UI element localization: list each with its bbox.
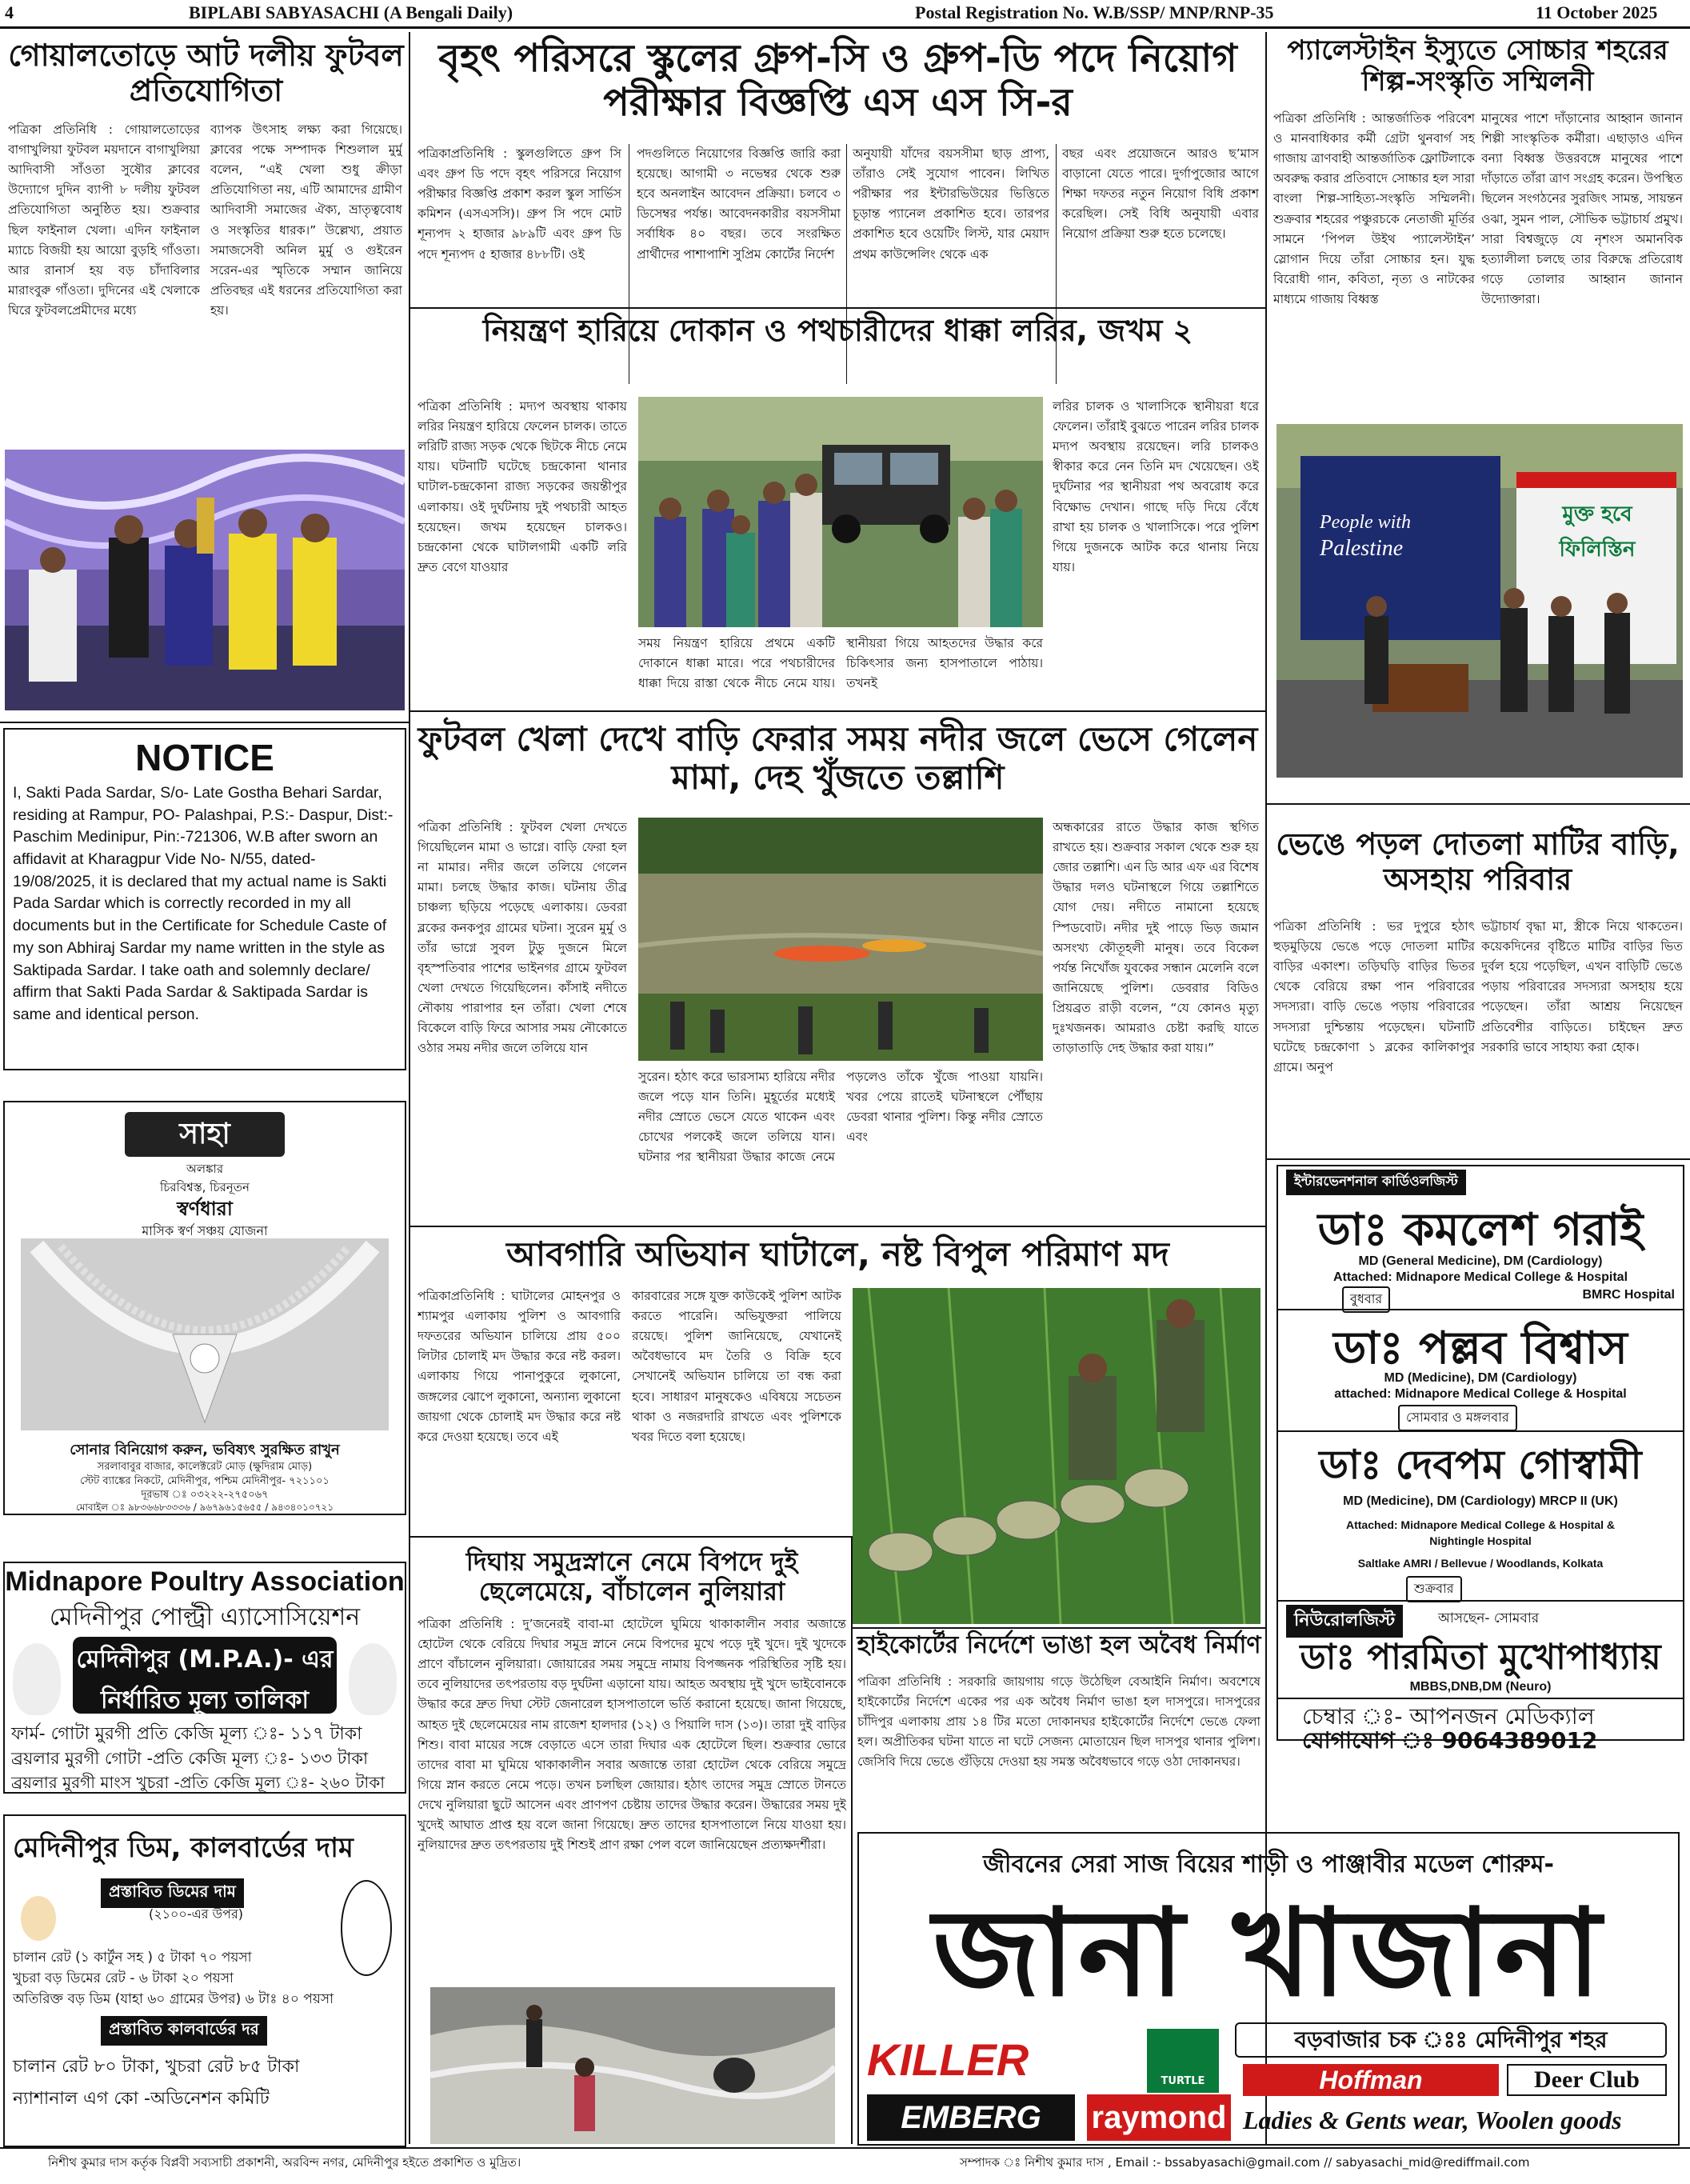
notice-box — [3, 728, 406, 1070]
excise-col1: পত্রিকাপ্রতিনিধি : ঘাটালের মোহনপুর ও শ্যামপুর এলাকায় পুলিশ ও আবগারি দফতরের অভিযান চালিয়ে প্রায় ৫০০ লিটার চোলাই মদ উদ্ধার করে নষ্ট করল। এলাকায় গিয়ে পানাপুকুরে লুকানো, জঙ্গলের ঝোপে লুকানো, অন্যান্য লুকানো জায়গা থেকে চোলাই মদ উদ্ধার করে নষ্ট করে দেওয়া হয়েছে। তবে এই — [418, 1289, 621, 1444]
contact-text: যোগাযোগ ঃ 9064389012 — [1302, 1727, 1598, 1754]
palestine-headline: প্যালেস্টাইন ইস্যুতে সোচ্চার শহরের শিল্প-সংস্কৃতি সম্মিলনী — [1287, 34, 1668, 98]
digha-beach-photo — [430, 1987, 835, 2144]
drown-under-photo: সুরেন। হঠাৎ করে ভারসাম্য হারিয়ে নদীর জলে পড়ে যান তিনি। মুহূর্তের মধ্যেই নদীর স্রোতে ভেসে যেতে থাকেন এবং চোখের পলকেই জলে তলিয়ে যান। ঘটনার পর স্থানীয়রা উদ্ধার কাজে নেমে পড়লেও তাঁকে খুঁজে পাওয়া যায়নি। খবর পেয়ে রাতেই ঘটনাস্থলে পৌঁছায় ডেবরা থানার পুলিশ। কিন্তু নদীর স্রোতে এবং — [638, 1070, 1043, 1165]
doctor3-attached: Attached: Midnapore Medical College & Hospital & — [1345, 1518, 1616, 1531]
jewellery-tagline: চিরবিশ্বস্ত, চিরনূতন — [160, 1180, 250, 1194]
killer-logo: KILLER — [867, 2034, 1029, 2085]
egg-row1: চালান রেট (১ কার্টুন সহ ) ৫ টাকা ৭০ পয়সা — [13, 1950, 252, 1966]
egg-chick-icon — [21, 1896, 56, 1941]
footer-editor: সম্পাদক ঃ নিশীথ কুমার দাস , Email :- bssabyasachi@gmail.com // sabyasachi_mid@rediffmail.com — [960, 2155, 1530, 2170]
jewellery-scheme-sub: মাসিক স্বর্ণ সঞ্চয় যোজনা — [142, 1223, 268, 1238]
poultry-banner-line1: মেদিনীপুর (M.P.A.)- এর — [76, 1646, 334, 1674]
doctor3-attached2: Nightingle Hospital — [1429, 1534, 1532, 1547]
doctor3-day: শুক্রবার — [1406, 1576, 1462, 1602]
river-rescue-photo — [638, 818, 1043, 1061]
hc-body: পত্রিকা প্রতিনিধি : সরকারি জায়গায় গড়ে উঠেছিল বেআইনি নির্মাণ। অবশেষে হাইকোর্টের নির্দেশে একের পর এক অবৈধ নির্মাণ ভাঙা হল দাসপুরে। দাসপুরের চাঁদিপুর এলাকায় প্রায় ১৪ টির মতো দোকানঘর হাইকোর্টের নির্দেশে ভেঙে ফেলা হল। অপ্রীতিকর ঘটনা যাতে না ঘটে সেজন্য মোতায়েন ছিল দাসপুর থানার পুলিশ। জেসিবি দিয়ে ভেঙে গুঁড়িয়ে দেওয়া হয় সমস্ত অবৈধভাবে গড়ে ওঠা দোকানঘর। — [857, 1674, 1261, 1770]
drown-headline: ফুটবল খেলা দেখে বাড়ি ফেরার সময় নদীর জলে ভেসে গেলেন মামা, দেহ খুঁজতে তল্লাশি — [418, 719, 1258, 798]
section-rule — [410, 307, 1265, 309]
doctor2-name: ডাঃ পল্লব বিশ্বাস — [1333, 1322, 1628, 1374]
football-col1: পত্রিকা প্রতিনিধি : গোয়ালতোড়ের বাগাখুলিয়া ফুটবল ময়দানে বাগাখুলিয়া আদিবাসী সাঁওতা সুষৌর ক্লাবের উদ্যোগে দুদিন ব্যাপী ৮ দলীয় ফুটবল প্রতিযোগিতা অনুষ্ঠিত হয়। শুক্রবার ছিল ফাইনাল খেলা। এদিন ফাইনাল ম্যাচে বিজয়ী হয় আয়ো বুড়হি গাঁওতা। আর রানার্স হয় বড় চাঁদাবিলার মারাংবুরু গাঁওতা। দুদিনের এই খেলাকে ঘিরে ফুটবলপ্রেমীদের মধ্যে — [8, 122, 200, 318]
digha-headline: দিঘায় সমুদ্রস্নানে নেমে বিপদে দুই ছেলেমেয়ে, বাঁচালেন নুলিয়ারা — [465, 1546, 798, 1606]
poultry-title-bn: মেদিনীপুর পোল্ট্রী এ্যাসোসিয়েশন — [49, 1603, 361, 1631]
jana-address: বড়বাজার চক ঃঃ মেদিনীপুর শহর — [1235, 2022, 1667, 2058]
section-rule — [410, 1226, 1265, 1227]
egg-tag2: প্রস্তাবিত কালবার্ডের দর — [101, 2016, 267, 2046]
jana-slogan: Ladies & Gents wear, Woolen goods — [1243, 2106, 1622, 2134]
hc-headline: হাইকোর্টের নির্দেশে ভাঙা হল অবৈধ নির্মাণ — [857, 1631, 1261, 1659]
lorry-right-col: লরির চালক ও খালাসিকে স্থানীয়রা ধরে ফেলেন। তাঁরাই বুঝতে পারেন লরির চালক মদ্যপ অবস্থায় রয়েছেন। লরি চালকও স্বীকার করে নেন তিনি মদ খেয়েছেন। ওই দুর্ঘটনার পর স্থানীয়রা পথ অবরোধ করে বিক্ষোভ দেখান। গাছে দড়ি দিয়ে বেঁধে রাখা হয় চালক ও খালাসিকে। পরে পুলিশ গিয়ে দুজনকে আটক করে থানায় নিয়ে যায়। — [1053, 399, 1259, 574]
doctor4-degree: MBBS,DNB,DM (Neuro) — [1409, 1680, 1552, 1694]
excise-col2: কারবারের সঙ্গে যুক্ত কাউকেই পুলিশ আটক করতে পারেনি। অভিযুক্তরা পালিয়ে রয়েছে। পুলিশ জানিয়েছে, যেখানেই অবৈধভাবে মদ তৈরি ও বিক্রি হবে সেখানেই অভিযান চালিয়ে তা বন্ধ করা হবে। সাধারণ মানুষকেও এবিষয়ে সচেতন থাকা ও নজরদারি রাখতে এবং পুলিশকে খবর দিতে বলা হয়েছে। — [632, 1289, 841, 1444]
doctor1-degree: MD (General Medicine), DM (Cardiology) — [1358, 1254, 1603, 1268]
egg-price-ad — [3, 1814, 406, 2147]
poultry-price-row3: ব্রয়লার মুরগী মাংস খুচরা -প্রতি কেজি মূল্য ঃ- ২৬০ টাকা — [11, 1773, 386, 1792]
drown-left-col: পত্রিকা প্রতিনিধি : ফুটবল খেলা দেখতে গিয়েছিলেন মামা ও ভাগ্নে। বাড়ি ফেরা হল না মামার। নদীর জলে তলিয়ে গেলেন মামা। চলছে উদ্ধার কাজ। ঘটনায় তীব্র চাঞ্চল্য ছড়িয়ে পড়েছে এলাকায়। ডেবরা ব্লকের কনকপুর গ্রামের ঘটনা। সুরেন মুর্মু ও তাঁর ভাগ্নে সুবল টুডু দুজনে মিলে বৃহস্পতিবার পাশের ভাইনগর গ্রামে ফুটবল খেলা দেখতে গিয়েছিলেন। কাঁসাই নদীতে নৌকায় পারাপার হন তাঁরা। খেলা শেষে বিকেলে বাড়ি ফিরে আসার সময় নৌকোতে ওঠার সময় নদীর জলে তলিয়ে যান — [418, 820, 627, 1056]
egg-title: মেদিনীপুর ডিম, কালবার্ডের দাম — [13, 1832, 354, 1864]
footer-rule — [0, 2147, 1690, 2149]
jewellery-address1: সরলাবাবুর বাজার, কালেক্টরেট মোড় (ক্ষুদিরাম মোড়) — [97, 1461, 313, 1473]
doctor2-attached: attached: Midnapore Medical College & Hospital — [1334, 1387, 1627, 1401]
ssc-col1: পত্রিকাপ্রতিনিধি : স্কুলগুলিতে গ্রুপ সি এবং গ্রুপ ডি পদে বৃহৎ পরিসরে নিয়োগ পরীক্ষার বিজ্ঞপ্তি প্রকাশ করল স্কুল সার্ভিস কমিশন (এসএসসি)। গ্রুপ সি পদে মোট শূন্যপদ ২ হাজার ৯৮৯টি এবং গ্রুপ ডি পদে শূন্যপদ ৫ হাজার ৪৮৮টি। ওই — [418, 146, 621, 262]
column-rule — [1265, 32, 1267, 2144]
notice-title: NOTICE — [135, 737, 274, 778]
lorry-headline: নিয়ন্ত্রণ হারিয়ে দোকান ও পথচারীদের ধাক্কা লরির, জখম ২ — [482, 313, 1193, 348]
jana-top-line: জীবনের সেরা সাজ বিয়ের শাড়ী ও পাঞ্জাবীর মডেল শোরুম- — [983, 1850, 1554, 1878]
egg-note: (২১০০-এর উপর) — [149, 1906, 244, 1922]
banner-text-line2: Palestine — [1320, 536, 1404, 561]
drown-right-col: অন্ধকারের রাতে উদ্ধার কাজ স্থগিত রাখতে হয়। শুক্রবার সকাল থেকে শুরু হয় জোর তল্লাশি। এন ডি আর এফ এর বিশেষ উদ্ধার দলও ঘটনাস্থলে গিয়ে তল্লাশিতে যোগ দেয়। নদীতে নামানো হয়েছে স্পিডবোট। নদীর দুই পাড়ে ভিড় জমান অসংখ্য কৌতূহলী মানুষ। তবে বিকেল পর্যন্ত নিখোঁজ যুবকের সন্ধান মেলেনি বলে জানিয়েছে পুলিশ। ডেবরার বিডিও প্রিয়ব্রত রাড়ী বলেন, “যে কোনও মৃত্যু দুঃখজনক। আমরাও চেষ্টা করছি যাতে তাড়াতাড়ি দেহ উদ্ধার করা যায়।” — [1053, 820, 1259, 1056]
digha-body: পত্রিকা প্রতিনিধি : দু’জনেরই বাবা-মা হোটেলে ঘুমিয়ে থাকাকালীন সবার অজান্তে হোটেল থেকে বেরিয়ে দিঘার সমুদ্র স্নানে নেমে বিপদের মুখে পড়ে দুই খুদে। দুই খুদেকে প্রাণে বাঁচালেন নুলিয়ারা। জোয়ারের সময় সমুদ্রে নামায় বিপজ্জনক পরিস্থিতির সৃষ্টি হয়। তবে নুলিয়াদের তৎপরতায় বড় দুর্ঘটনা এড়ানো যায়। আহত অবস্থায় দুই খুদে ভাইবোনকে উদ্ধার করে দ্রুত দিঘা স্টেট জেনারেল হাসপাতালে ভর্তি করানো হয়েছে। জানা গিয়েছে, আহত দুই ছেলেমেয়ের নাম রাজেশ হালদার (১২) ও পিয়ালি দাস (১৩)। তারা দুই বাড়ির শিশু। বাবা মায়ের সঙ্গে বেড়াতে এসে তারা দিঘার এক হোটেলে ছিল। শুক্রবার ভোরে তাদের বাবা মা ঘুমিয়ে থাকাকালীন সবার অজান্তে তারা হোটেল থেকে বেরিয়ে সমুদ্রে গিয়ে স্নান করতে নেমে পড়ে। তখন চলছিল জোয়ার। হঠাৎ তাদের সমুদ্র স্রোতে টানতে দেখে নুলিয়ারা ছুটে আসেন এবং প্রাণপণ চেষ্টায় তাদের উদ্ধার করেন। উদ্ধারের সময় দুই খুদেই আঘাত প্রাপ্ত হয় বলে জানা গিয়েছে। দ্রুত তাদের হাসপাতালে নিয়ে যাওয়া হয়। নুলিয়াদের দ্রুত তৎপরতায় দুই শিশুই প্রাণ রক্ষা পেল বলে জানিয়েছেন প্রত্যক্ষদর্শীরা। — [418, 1617, 846, 1853]
collapse-col2: ভট্টাচার্য বৃদ্ধা মা, স্ত্রীকে নিয়ে থাকতেন। কয়েকদিনের বৃষ্টিতে মাটির বাড়ির ভিত দুর্বল হয়ে পড়েছিল, এখন বাড়িটি ভেঙে পড়ায় পরিবারের সদস্যরা অসহায় হয়ে পড়েছেন। তাঁরা আশ্রয় নিয়েছেন প্রতিবেশীর বাড়িতে। চাইছেন দ্রুত সরকারি ভাবে সাহায্য করা হোক। — [1481, 919, 1683, 1054]
section-rule — [853, 1627, 1265, 1629]
doctor3-attached3: Saltlake AMRI / Bellevue / Woodlands, Kolkata — [1357, 1557, 1604, 1570]
egg-row5: ন্যাশানাল এগ কো -অডিনেশন কমিটি — [13, 2089, 270, 2109]
neurologist-label: নিউরোলজিস্ট — [1286, 1605, 1403, 1638]
doctor1-day: বুধবার — [1342, 1286, 1390, 1313]
deer-club-logo: Deer Club — [1507, 2064, 1667, 2096]
emberg-logo: EMBERG — [867, 2094, 1075, 2141]
section-rule — [0, 722, 409, 723]
banner-text-line1: People with — [1320, 512, 1411, 533]
doctor4-name: ডাঃ পারমিতা মুখোপাধ্যায় — [1300, 1637, 1661, 1678]
jewellery-brand-logo: সাহা — [125, 1112, 285, 1157]
doctor1-name: ডাঃ কমলেশ গরাই — [1317, 1204, 1644, 1256]
football-trophy-photo — [5, 450, 405, 710]
doctor3-name: ডাঃ দেবপম গোস্বামী — [1319, 1442, 1642, 1488]
paper-name: BIPLABI SABYASACHI (A Bengali Daily) — [189, 2, 513, 22]
cardiologist-label: ইন্টারভেনশনাল কার্ডিওলজিস্ট — [1286, 1170, 1466, 1195]
section-rule — [410, 1536, 853, 1538]
notice-body: I, Sakti Pada Sardar, S/o- Late Gostha Behari Sardar, residing at Rampur, PO- Palashpai, P.S:- Daspur, Dist:- Paschim Medinipur, Pin:-721306, W.B after sworn an affidavit at Kharagpur Vide No- N/55, dated-19/08/2025, it is declared that my actual name is Sakti Pada Sardar which is correctly recorded in my all documents but in the Certificate for Schedule Caste of my son Abhiraj Sardar my name written in the style as Saktipada Sardar. I take oath and solemnly declare/ affirm that Sakti Pada Sardar & Saktipada Sardar is same and identical person. — [13, 784, 394, 1023]
ssc-headline: বৃহৎ পরিসরে স্কুলের গ্রুপ-সি ও গ্রুপ-ডি পদে নিয়োগ পরীক্ষার বিজ্ঞপ্তি এস এস সি-র — [438, 36, 1237, 126]
jewellery-mobile: মোবাইল ঃ ৯৮৩৬৬৮৩৩৩৬ / ৯৬৭৯৬১৫৬৫৫ / ৯৪৩৪০১০৭২১ — [75, 1502, 334, 1513]
ssc-col2: পদগুলিতে নিয়োগের বিজ্ঞপ্তি জারি করা হয়েছে। আগামী ৩ নভেম্বর থেকে শুরু হবে অনলাইন আবেদন প্রক্রিয়া। চলবে ৩ ডিসেম্বর পর্যন্ত। আবেদনকারীর বয়সসীমা সর্বাধিক ৪০ বছর। তবে সংরক্ষিত প্রার্থীদের পাশাপাশি সুপ্রিম কোর্টের নির্দেশ — [637, 146, 841, 262]
palestine-col2: মানুষের পাশে দাঁড়ানোর আহ্বান জানান শিল্পী সাংস্কৃতিক কর্মীরা। এছাড়াও এদিন বন্যা বিধ্বস্ত উত্তরবঙ্গে মানুষের পাশে দাঁড়াতে তাঁরা ত্রাণ সংগ্রহ করেন। উপস্থিত ছিলেন সংগঠনের সুরজিৎ সামন্ত, সায়ন্তন ওঝা, সুমন পাল, সৌভিক ভট্টাচার্য প্রমুখ। সারা বিশ্বজুড়ে যে নৃশংস অমানবিক হত্যালীলা চলছে তার বিরুদ্ধে প্রতিরোধ গড়ে তোলার আহ্বান জানান উদ্যোক্তারা। — [1481, 111, 1683, 306]
page-number: 4 — [5, 2, 14, 22]
palestine-protest-photo — [1276, 424, 1683, 778]
doctor2-day: সোমবার ও মঙ্গলবার — [1398, 1405, 1517, 1431]
jana-shop-name: জানা খাজানা — [933, 1884, 1604, 2023]
liquor-destruction-photo — [853, 1288, 1261, 1624]
jewellery-brand-sub: অলঙ্কার — [186, 1162, 224, 1176]
poultry-price-row1: ফার্ম- গোটা মুরগী প্রতি কেজি মূল্য ঃ- ১১৭ টাকা — [11, 1724, 362, 1744]
jewellery-phone: দূরভাষ ঃ ০৩২২২-২৭৫০৬৭ — [141, 1489, 269, 1501]
doctor1-attached: Attached: Midnapore Medical College & Hospital — [1332, 1270, 1628, 1284]
egg-row4: চালান রেট ৮০ টাকা, খুচরা রেট ৮৫ টাকা — [13, 2057, 300, 2077]
postal-registration: Postal Registration No. W.B/SSP/ MNP/RNP-35 — [915, 2, 1274, 22]
doctor-ads — [1276, 1165, 1684, 1754]
lorry-left-col: পত্রিকা প্রতিনিধি : মদ্যপ অবস্থায় থাকায় লরির নিয়ন্ত্রণ হারিয়ে ফেলেন চালক। তাতে লরিটি রাজ্য সড়ক থেকে ছিটকে নীচে নেমে যায়। ঘটনাটি ঘটেছে চন্দ্রকোনা থানার ঘাটাল-চন্দ্রকোনা রাজ্য সড়কের জয়ন্তীপুর এলাকায়। ওই দুর্ঘটনায় দুই পথচারী আহত হয়েছেন। জখম হয়েছেন চালকও। চন্দ্রকোনা থেকে ঘাটালগামী একটি লরি দ্রুত বেগে যাওয়ার — [418, 399, 627, 574]
egg-row3: অতিরিক্ত বড় ডিম (যাহা ৬০ গ্রামের উপর) ৬ টাঃ ৪০ পয়সা — [13, 1991, 334, 2007]
turtle-logo: TURTLE — [1147, 2029, 1219, 2093]
raymond-logo: raymond — [1087, 2094, 1231, 2141]
jana-khajana-ad — [857, 1832, 1680, 2146]
issue-date: 11 October 2025 — [1536, 2, 1658, 22]
egg-tag1: প্রস্তাবিত ডিমের দাম — [101, 1878, 244, 1908]
lorry-accident-photo — [638, 397, 1043, 627]
collapse-headline: ভেঙে পড়ল দোতলা মাটির বাড়ি, অসহায় পরিবার — [1276, 826, 1680, 897]
jewellery-ad — [3, 1101, 406, 1515]
section-rule — [1267, 803, 1690, 805]
jewellery-scheme: স্বর্ণধারা — [177, 1198, 233, 1220]
column-rule — [409, 32, 410, 2144]
excise-headline: আবগারি অভিযান ঘাটালে, নষ্ট বিপুল পরিমাণ মদ — [506, 1234, 1169, 1274]
poultry-banner-line2: নির্ধারিত মূল্য তালিকা — [100, 1686, 310, 1714]
lorry-under-photo: সময় নিয়ন্ত্রণ হারিয়ে প্রথমে একটি দোকানে ধাক্কা মারে। পরে পথচারীদের ধাক্কা দিয়ে রাস্তা থেকে নীচে নেমে যায়। স্থানীয়রা গিয়ে আহতদের উদ্ধার করে চিকিৎসার জন্য হাসপাতালে পাঠায়। তখনই — [638, 636, 1043, 691]
banner-bengali-text: মুক্ত হবে ফিলিস্তিন — [1559, 502, 1636, 562]
poultry-title-en: Midnapore Poultry Association — [5, 1566, 405, 1597]
football-headline: গোয়ালতোড়ে আট দলীয় ফুটবল প্রতিযোগিতা — [8, 38, 404, 108]
hoffman-logo: Hoffman — [1243, 2064, 1499, 2096]
doctor3-degree: MD (Medicine), DM (Cardiology) MRCP II (UK) — [1343, 1494, 1618, 1508]
egg-outline-icon — [341, 1880, 392, 1976]
ssc-col3: অনুযায়ী যাঁদের বয়সসীমা ছাড় প্রাপ্য, তাঁরাও সেই সুযোগ পাবেন। লিখিত পরীক্ষার পর ইন্টারভিউয়ের ভিত্তিতে চূড়ান্ত প্যানেল প্রকাশিত হবে। তারপর প্রকাশিত হবে ওয়েটিং লিস্ট, যার মেয়াদ প্রথম কাউন্সেলিং থেকে এক — [853, 146, 1049, 262]
jewellery-slogan: সোনার বিনিয়োগ করুন, ভবিষ্যৎ সুরক্ষিত রাখুন — [70, 1442, 340, 1458]
poultry-price-row2: ব্রয়লার মুরগী গোটা -প্রতি কেজি মূল্য ঃ- ১৩৩ টাকা — [11, 1749, 369, 1768]
section-rule — [410, 710, 1265, 712]
football-col2: ব্যাপক উৎসাহ লক্ষ্য করা গিয়েছে। ক্লাবের পক্ষে সম্পাদক শিশুলাল মুর্মু বলেন, “এই খেলা শুধু ক্রীড়া প্রতিযোগিতা নয়, এটি আমাদের গ্রামীণ আদিবাসী সমাজের ঐক্য, ভ্রাতৃত্ববোধ ও সংস্কৃতির ধারক।” উল্লেখ্য, প্রয়াত সমাজসেবী অনিল মুর্মু ও গুইরেন সরেন-এর স্মৃতিকে সম্মান জানিয়ে প্রতিবছর এই ধরনের প্রতিযোগিতা করা হয়। — [210, 122, 402, 318]
doctor1-attached2: BMRC Hospital — [1582, 1288, 1675, 1302]
jewellery-address2: স্টেট ব্যাঙ্কের নিকটে, মেদিনীপুর, পশ্চিম মেদিনীপুর- ৭২১১০১ — [80, 1475, 330, 1487]
poultry-banner — [73, 1637, 337, 1714]
section-rule — [1267, 1158, 1690, 1160]
masthead — [0, 0, 1690, 29]
palestine-col1: পত্রিকা প্রতিনিধি : আন্তর্জাতিক পরিবেশ ও মানবাধিকার কর্মী গ্রেটা থুনবার্গ সহ গাজায় ত্রাণবাহী আন্তর্জাতিক ফ্লোটিলাকে অবরুদ্ধ করার প্রতিবাদে সোচ্চার হল সারা বাংলা শিল্প-সাহিত্য-সংস্কৃতি সম্মিলনী। শুক্রবার শহরের পঞ্চুরচকে নেতাজী মূর্তির সামনে ‘পিপল উইথ প্যালেস্টাইন’ স্লোগান দিয়ে তাঁরা সোচ্চার হন। যুদ্ধ বিরোধী গান, কবিতা, নৃত্য ও নাটকের মাধ্যমে গাজায় বিধ্বস্ত — [1273, 111, 1475, 306]
chicken-icon — [349, 1643, 397, 1715]
egg-row2: খুচরা বড় ডিমের রেট - ৬ টাকা ২০ পয়সা — [13, 1970, 234, 1986]
chicken-icon — [13, 1643, 61, 1715]
ssc-col4: বছর এবং প্রয়োজনে আরও ছ’মাস বাড়ানো যেতে পারে। দুর্গাপুজোর আগে শিক্ষা দফতর নতুন নিয়োগ বিধি প্রকাশ করেছিল। সেই বিধি অনুযায়ী এবার নিয়োগ প্রক্রিয়া শুরু হতে চলেছে। — [1062, 146, 1259, 242]
collapse-col1: পত্রিকা প্রতিনিধি : ভর দুপুরে হঠাৎ হুড়মুড়িয়ে ভেঙে পড়ে দোতলা মাটির বাড়ির একাংশ। তড়িঘড়ি বাড়ির ভিতর থেকে বেরিয়ে রক্ষা পান পরিবারের সদস্যরা। বাড়ি ভেঙে পড়ায় পরিবারের সদস্যরা দুশ্চিন্তায় পড়েছেন। ঘটনাটি ঘটেছে চন্দ্রকোণা ১ ব্লকের কালিকাপুর গ্রামে। অনুপ — [1273, 919, 1475, 1074]
poultry-ad — [3, 1562, 406, 1794]
neurologist-day: আসছেন- সোমবার — [1438, 1610, 1540, 1626]
footer-publisher: নিশীথ কুমার দাস কর্তৃক বিপ্লবী সব্যসাচী প্রকাশনী, অরবিন্দ নগর, মেদিনীপুর হইতে প্রকাশিত ও মুদ্রিত। — [48, 2155, 521, 2170]
chamber-text: চেম্বার ঃ- আপনজন মেডিক্যাল — [1302, 1703, 1595, 1730]
doctor2-degree: MD (Medicine), DM (Cardiology) — [1384, 1371, 1577, 1385]
necklace-illustration — [21, 1238, 389, 1430]
